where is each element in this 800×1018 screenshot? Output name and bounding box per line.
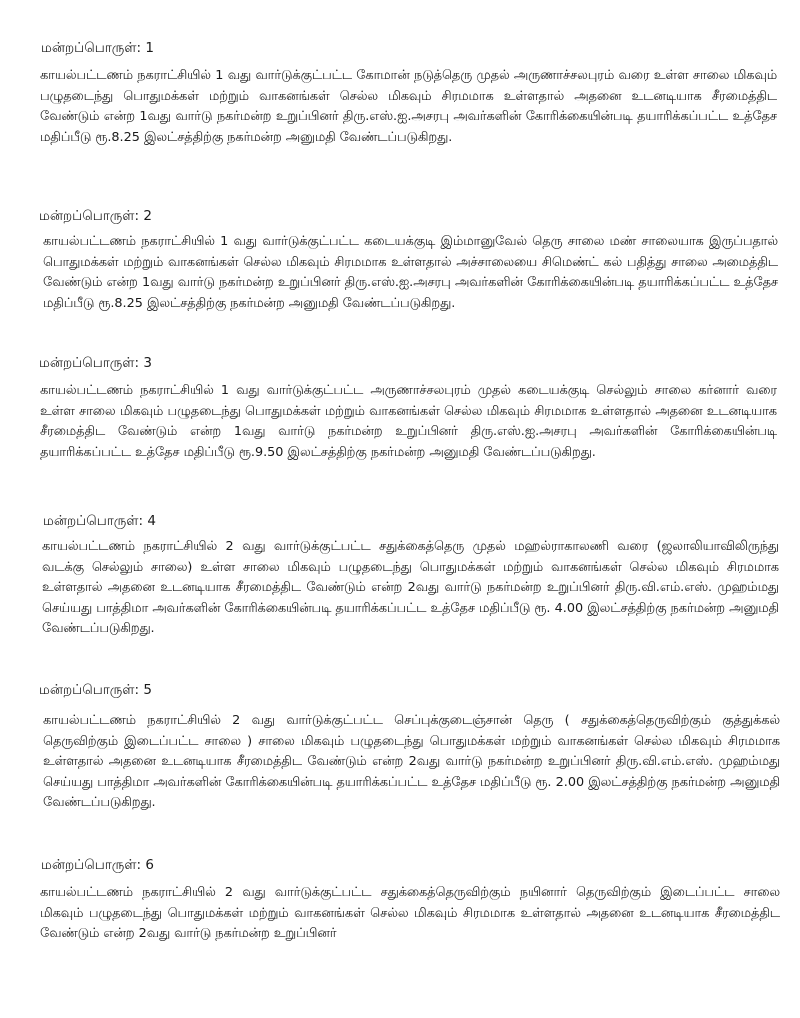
- item-5-heading: மன்றப்பொருள்: 5: [39, 682, 152, 698]
- item-4-heading: மன்றப்பொருள்: 4: [43, 513, 156, 529]
- item-6-body: காயல்பட்டணம் நகராட்சியில் 2 வது வார்டுக்குட்பட்ட சதுக்கைத்தெருவிற்கும் நயினார் தெருவிற்கும் இடைப்பட்ட சாலை மிகவும் பழுதடைந்து பொதுமக்கள் மற்றும் வாகனங்கள் செல்ல மிகவும் சிரமமாக உள்ளதால் அதனை உடனடியாக சீரமைத்திட வேண்டும் என்ற 2வது வார்டு நகர்மன்ற உறுப்பினர்: [40, 885, 780, 941]
- item-5-body: காயல்பட்டணம் நகராட்சியில் 2 வது வார்டுக்குட்பட்ட செப்புக்குடைஞ்சான் தெரு ( சதுக்கைத்தெருவிற்கும் குத்துக்கல் தெருவிற்கும் இடைப்பட்ட சாலை ) சாலை மிகவும் பழுதடைந்து பொதுமக்கள் மற்றும் வாகனங்கள் செல்ல மிகவும் சிரமமாக உள்ளதால் அதனை உடனடியாக சீரமைத்திட வேண்டும் என்ற 2வது வார்டு நகர்மன்ற உறுப்பினர் திரு.வி.எம்.எஸ். முஹம்மது செய்யது பாத்திமா அவர்களின் கோரிக்கையின்படி தயாரிக்கப்பட்ட உத்தேச மதிப்பீடு ரூ. 2.00 இலட்சத்திற்கு நகர்மன்ற அனுமதி வேண்டப்படுகிறது.: [43, 713, 780, 810]
- item-2-body: காயல்பட்டணம் நகராட்சியில் 1 வது வார்டுக்குட்பட்ட கடையக்குடி இம்மானுவேல் தெரு சாலை மண் சாலையாக இருப்பதால் பொதுமக்கள் மற்றும் வாகனங்கள் செல்ல மிகவும் சிரமமாக உள்ளதால் அச்சாலையை சிமெண்ட் கல் பதித்து சாலை அமைத்திட வேண்டும் என்ற 1வது வார்டு நகர்மன்ற உறுப்பினர் திரு.எஸ்.ஐ.அசரபு அவர்களின் கோரிக்கையின்படி தயாரிக்கப்பட்ட உத்தேச மதிப்பீடு ரூ.8.25 இலட்சத்திற்கு நகர்மன்ற அனுமதி வேண்டப்படுகிறது.: [43, 234, 778, 311]
- item-1-heading: மன்றப்பொருள்: 1: [41, 40, 154, 56]
- item-3-body: காயல்பட்டணம் நகராட்சியில் 1 வது வார்டுக்குட்பட்ட அருணாச்சலபுரம் முதல் கடையக்குடி செல்லும் சாலை கர்னார் வரை உள்ள சாலை மிகவும் பழுதடைந்து பொதுமக்கள் மற்றும் வாகனங்கள் செல்ல மிகவும் சிரமமாக உள்ளதால் அதனை உடனடியாக சீரமைத்திட வேண்டும் என்ற 1வது வார்டு நகர்மன்ற உறுப்பினர் திரு.எஸ்.ஐ.அசரபு அவர்களின் கோரிக்கையின்படி தயாரிக்கப்பட்ட உத்தேச மதிப்பீடு ரூ.9.50 இலட்சத்திற்கு நகர்மன்ற அனுமதி வேண்டப்படுகிறது.: [40, 383, 777, 460]
- item-2-heading: மன்றப்பொருள்: 2: [39, 208, 152, 224]
- item-4-body: காயல்பட்டணம் நகராட்சியில் 2 வது வார்டுக்குட்பட்ட சதுக்கைத்தெரு முதல் மஹல்ராகாலணி வரை (ஜலாலியாவிலிருந்து வடக்கு செல்லும் சாலை) உள்ள சாலை மிகவும் பழுதடைந்து பொதுமக்கள் மற்றும் வாகனங்கள் செல்ல மிகவும் சிரமமாக உள்ளதால் அதனை உடனடியாக சீரமைத்திட வேண்டும் என்ற 2வது வார்டு நகர்மன்ற உறுப்பினர் திரு.வி.எம்.எஸ். முஹம்மது செய்யது பாத்திமா அவர்களின் கோரிக்கையின்படி தயாரிக்கப்பட்ட உத்தேச மதிப்பீடு ரூ. 4.00 இலட்சத்திற்கு நகர்மன்ற அனுமதி வேண்டப்படுகிறது.: [42, 539, 779, 636]
- item-1-body: காயல்பட்டணம் நகராட்சியில் 1 வது வார்டுக்குட்பட்ட கோமான் நடுத்தெரு முதல் அருணாச்சலபுரம் வரை உள்ள சாலை மிகவும் பழுதடைந்து பொதுமக்கள் மற்றும் வாகனங்கள் செல்ல மிகவும் சிரமமாக உள்ளதால் அதனை உடனடியாக சீரமைத்திட வேண்டும் என்ற 1வது வார்டு நகர்மன்ற உறுப்பினர் திரு.எஸ்.ஐ.அசரபு அவர்களின் கோரிக்கையின்படி தயாரிக்கப்பட்ட உத்தேச மதிப்பீடு ரூ.8.25 இலட்சத்திற்கு நகர்மன்ற அனுமதி வேண்டப்படுகிறது.: [40, 68, 777, 145]
- item-3-heading: மன்றப்பொருள்: 3: [39, 355, 152, 371]
- item-6-heading: மன்றப்பொருள்: 6: [41, 857, 154, 873]
